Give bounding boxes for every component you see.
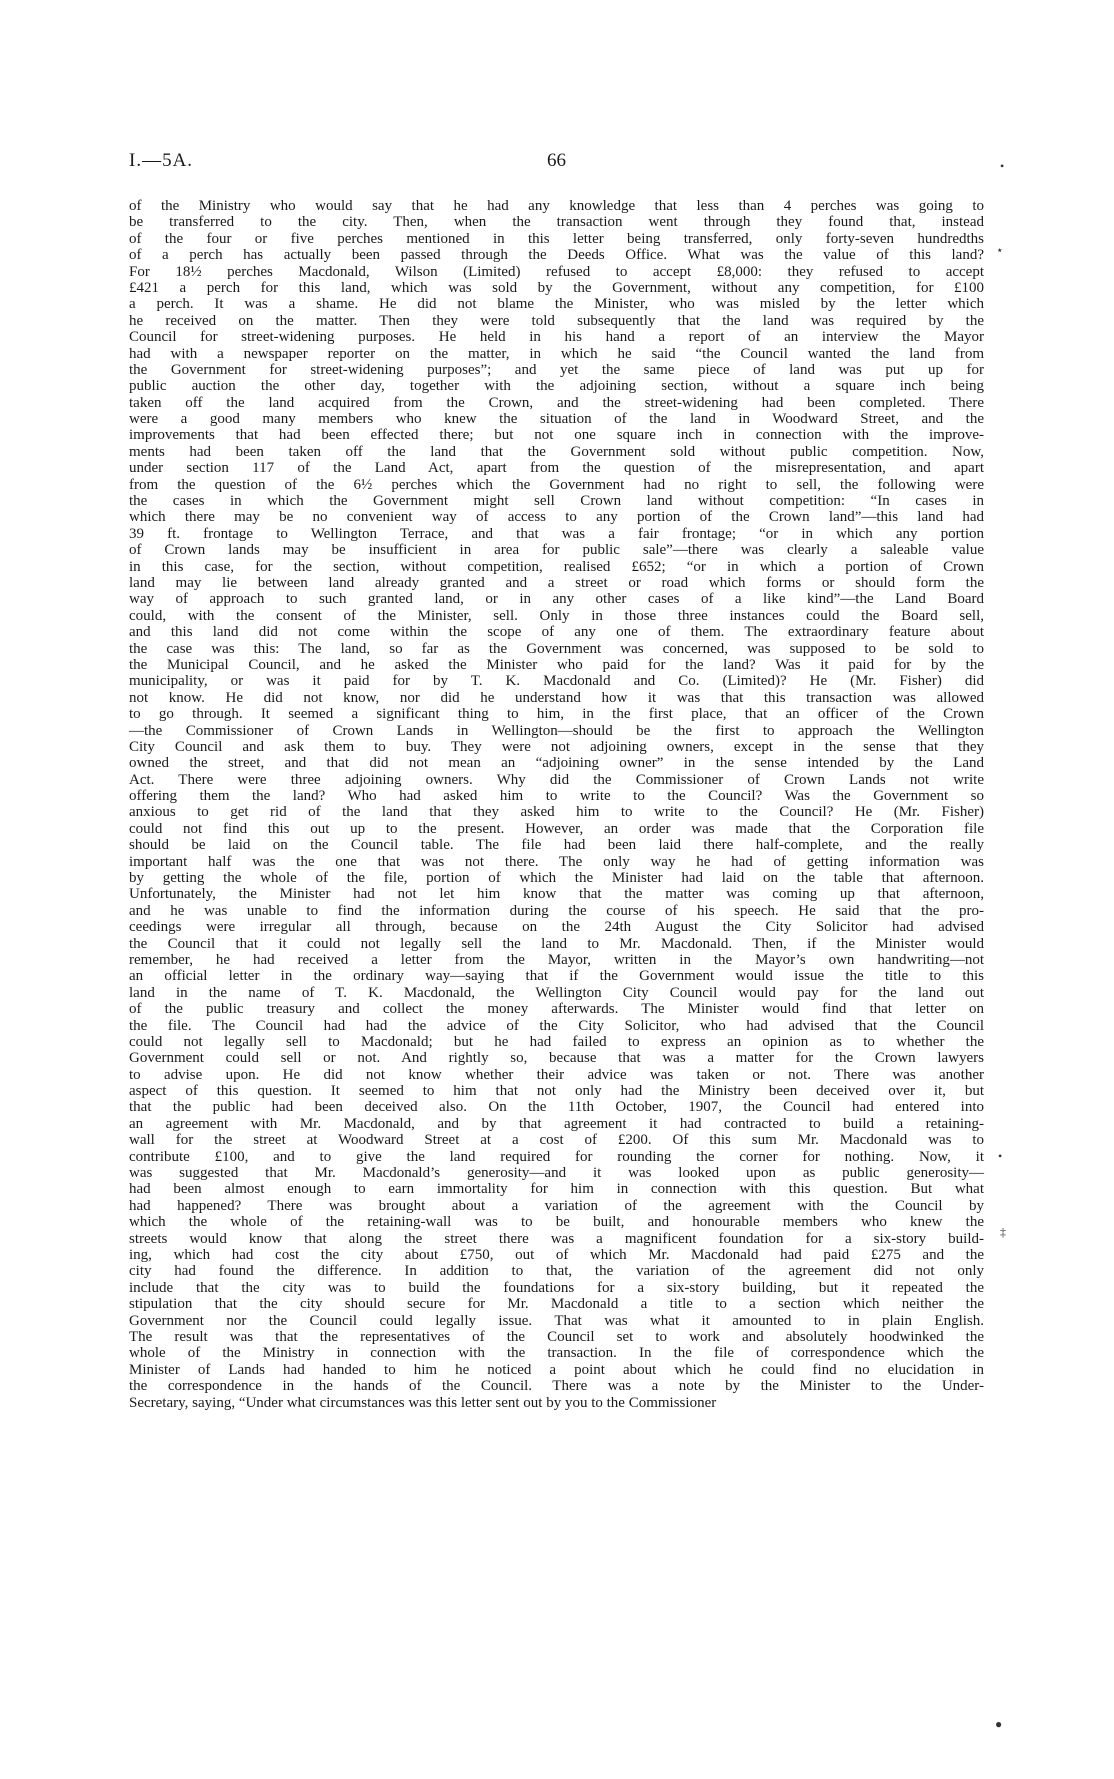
text-line: the case was this: The land, so far as the Government was concerned, was supposed to be sold to xyxy=(129,640,984,657)
text-line: ing, which had cost the city about £750, out of which Mr. Macdonald had paid £275 and the xyxy=(129,1247,984,1263)
text-line: could, with the consent of the Minister, sell. Only in those three instances could the Board sell, xyxy=(129,607,984,624)
text-line: anxious to get rid of the land that they asked him to write to the Council? He (Mr. Fisher) xyxy=(129,804,984,821)
text-line: public auction the other day, together with the adjoining section, without a square inch being xyxy=(129,378,984,395)
text-line: include that the city was to build the foundations for a six-story building, but it repeated the xyxy=(129,1279,984,1296)
text-line: wall for the street at Woodward Street at a cost of £200. Of this sum Mr. Macdonald was to xyxy=(129,1132,984,1149)
text-line: by getting the whole of the file, portion of which the Minister had laid on the table that afternoon. xyxy=(129,870,984,887)
text-line: stipulation that the city should secure for Mr. Macdonald a title to a section which neither the xyxy=(129,1296,984,1313)
text-line: had been almost enough to earn immortality for him in connection with this question. But what xyxy=(129,1181,984,1198)
text-line: which the whole of the retaining-wall was to be built, and honourable members who knew the xyxy=(129,1214,984,1231)
text-line: that the public had been deceived also. On the 11th October, 1907, the Council had entered into xyxy=(129,1099,984,1116)
text-line: could not find this out up to the present. However, an order was made that the Corporation file xyxy=(129,820,984,837)
text-line: offering them the land? Who had asked him to write to the Council? Was the Government so xyxy=(129,788,984,805)
margin-mark: • xyxy=(1000,159,1005,173)
text-line: from the question of the 6½ perches which the Government had no right to sell, the following were xyxy=(129,476,984,493)
text-line: —the Commissioner of Crown Lands in Wellington—should be the first to approach the Wellington xyxy=(129,722,984,739)
text-line: under section 117 of the Land Act, apart from the question of the misrepresentation, and apart xyxy=(129,460,984,477)
text-line: Government could sell or not. And rightly so, because that was a matter for the Crown lawyers xyxy=(129,1050,984,1067)
text-line: of Crown lands may be insufficient in area for public sale”—there was clearly a saleable value xyxy=(129,542,984,559)
text-line: Council for street-widening purposes. He held in his hand a report of an interview the Mayor xyxy=(129,329,984,346)
text-line: municipality, or was it paid for by T. K. Macdonald and Co. (Limited)? He (Mr. Fisher) did xyxy=(129,673,984,690)
text-line: improvements that had been effected there; but not one square inch in connection with the improve- xyxy=(129,427,984,444)
text-line: an official letter in the ordinary way—saying that if the Government would issue the title to this xyxy=(129,968,984,985)
text-line: were a good many members who knew the situation of the land in Woodward Street, and the xyxy=(129,411,984,428)
text-line: of the public treasury and collect the money afterwards. The Minister would find that letter on xyxy=(129,1001,984,1018)
text-line: had happened? There was brought about a variation of the agreement with the Council by xyxy=(129,1197,984,1214)
text-line: an agreement with Mr. Macdonald, and by that agreement it had contracted to build a retaining- xyxy=(129,1115,984,1132)
text-line: the Council that it could not legally sell the land to Mr. Macdonald. Then, if the Minister would xyxy=(129,935,984,952)
text-line: be transferred to the city. Then, when the transaction went through they found that, instead xyxy=(129,214,984,231)
text-line: Unfortunately, the Minister had not let him know that the matter was coming up that afternoon, xyxy=(129,886,984,903)
text-line: city had found the difference. In addition to that, the variation of the agreement did not only xyxy=(129,1263,984,1280)
text-line: the file. The Council had had the advice of the City Solicitor, who had advised that the Council xyxy=(129,1017,984,1034)
margin-mark: ⋆ xyxy=(996,243,1004,257)
text-line: had with a newspaper reporter on the matter, in which he said “the Council wanted the land from xyxy=(129,345,984,362)
text-line: remember, he had received a letter from the Mayor, written in the Mayor’s own handwriting—not xyxy=(129,951,984,968)
text-line: not know. He did not know, nor did he understand how it was that this transaction was allowed xyxy=(129,689,984,706)
text-line: land may lie between land already granted and a street or road which forms or should form the xyxy=(129,574,984,591)
text-line: the Government for street-widening purposes”; and yet the same piece of land was put up for xyxy=(129,361,984,378)
margin-mark: ‡ xyxy=(1000,1225,1006,1239)
text-line: he received on the matter. Then they were told subsequently that the land was required by the xyxy=(129,312,984,329)
text-line: land in the name of T. K. Macdonald, the Wellington City Council would pay for the land out xyxy=(129,984,984,1001)
text-line: For 18½ perches Macdonald, Wilson (Limited) refused to accept £8,000: they refused to accept xyxy=(129,263,984,280)
text-line: whole of the Ministry in connection with the transaction. In the file of correspondence which the xyxy=(129,1345,984,1362)
text-line: aspect of this question. It seemed to him that not only had the Ministry been deceived over it, but xyxy=(129,1083,984,1100)
text-line: the Municipal Council, and he asked the Minister who paid for the land? Was it paid for by the xyxy=(129,656,984,673)
text-line: should be laid on the Council table. The file had been laid there half-complete, and the really xyxy=(129,837,984,854)
text-line: to go through. It seemed a significant thing to him, in the first place, that an officer of the Crown xyxy=(129,706,984,723)
page-number: 66 xyxy=(547,150,566,171)
text-line: of a perch has actually been passed through the Deeds Office. What was the value of this land? xyxy=(129,247,984,264)
text-line: and this land did not come within the scope of any one of them. The extraordinary feature about xyxy=(129,624,984,641)
text-line: Act. There were three adjoining owners. Why did the Commissioner of Crown Lands not write xyxy=(129,771,984,788)
text-line: Government nor the Council could legally issue. That was what it amounted to in plain English. xyxy=(129,1312,984,1329)
text-line: a perch. It was a shame. He did not blame the Minister, who was misled by the letter which xyxy=(129,296,984,313)
text-line: ments had been taken off the land that the Government sold without public competition. Now, xyxy=(129,443,984,460)
text-line: Minister of Lands had handed to him he noticed a point about which he could find no elucidation in xyxy=(129,1361,984,1378)
text-line: ceedings were irregular all through, because on the 24th August the City Solicitor had advised xyxy=(129,919,984,936)
text-line: contribute £100, and to give the land required for rounding the corner for nothing. Now, it xyxy=(129,1148,984,1165)
text-line: was suggested that Mr. Macdonald’s generosity—and it was looked upon as public generosity— xyxy=(129,1165,984,1182)
text-line: important half was the one that was not there. The only way he had of getting information was xyxy=(129,853,984,870)
text-line: in this case, for the section, without competition, realised £652; “or in which a portion of Crown xyxy=(129,558,984,575)
text-line: The result was that the representatives of the Council set to work and absolutely hoodwinked the xyxy=(129,1328,984,1345)
text-line: Secretary, saying, “Under what circumstances was this letter sent out by you to the Commissioner xyxy=(129,1394,717,1411)
text-line: could not legally sell to Macdonald; but he had failed to express an opinion as to whether the xyxy=(129,1033,984,1050)
text-line: the cases in which the Government might sell Crown land without competition: “In cases in xyxy=(129,493,984,510)
text-line: way of approach to such granted land, or in any other cases of a like kind”—the Land Board xyxy=(129,591,984,608)
text-line: to advise upon. He did not know whether their advice was taken or not. There was another xyxy=(129,1066,984,1083)
text-line: the correspondence in the hands of the Council. There was a note by the Minister to the Under- xyxy=(129,1378,984,1395)
text-line: which there may be no convenient way of access to any portion of the Crown land”—this land had xyxy=(129,509,984,526)
page-header xyxy=(129,150,984,180)
text-line: taken off the land acquired from the Crown, and the street-widening had been completed. There xyxy=(129,394,984,411)
margin-mark: ● xyxy=(995,1717,1003,1731)
text-line: streets would know that along the street there was a magnificent foundation for a six-story build- xyxy=(129,1230,984,1247)
text-line: £421 a perch for this land, which was sold by the Government, without any competition, for £100 xyxy=(129,279,984,296)
text-line: and he was unable to find the information during the course of his speech. He said that the pro- xyxy=(129,902,984,919)
text-line: owned the street, and that did not mean an “adjoining owner” in the sense intended by the Land xyxy=(129,755,984,772)
text-line: 39 ft. frontage to Wellington Terrace, and that was a fair frontage; “or in which any portion xyxy=(129,525,984,542)
document-reference: I.—5A. xyxy=(129,150,194,171)
text-line: of the four or five perches mentioned in this letter being transferred, only forty-seven hundredths xyxy=(129,230,984,247)
text-line: of the Ministry who would say that he had any knowledge that less than 4 perches was going to xyxy=(129,198,984,214)
body-text xyxy=(129,198,984,1411)
margin-mark: • xyxy=(998,1149,1003,1163)
text-line: City Council and ask them to buy. They were not adjoining owners, except in the sense that they xyxy=(129,738,984,755)
